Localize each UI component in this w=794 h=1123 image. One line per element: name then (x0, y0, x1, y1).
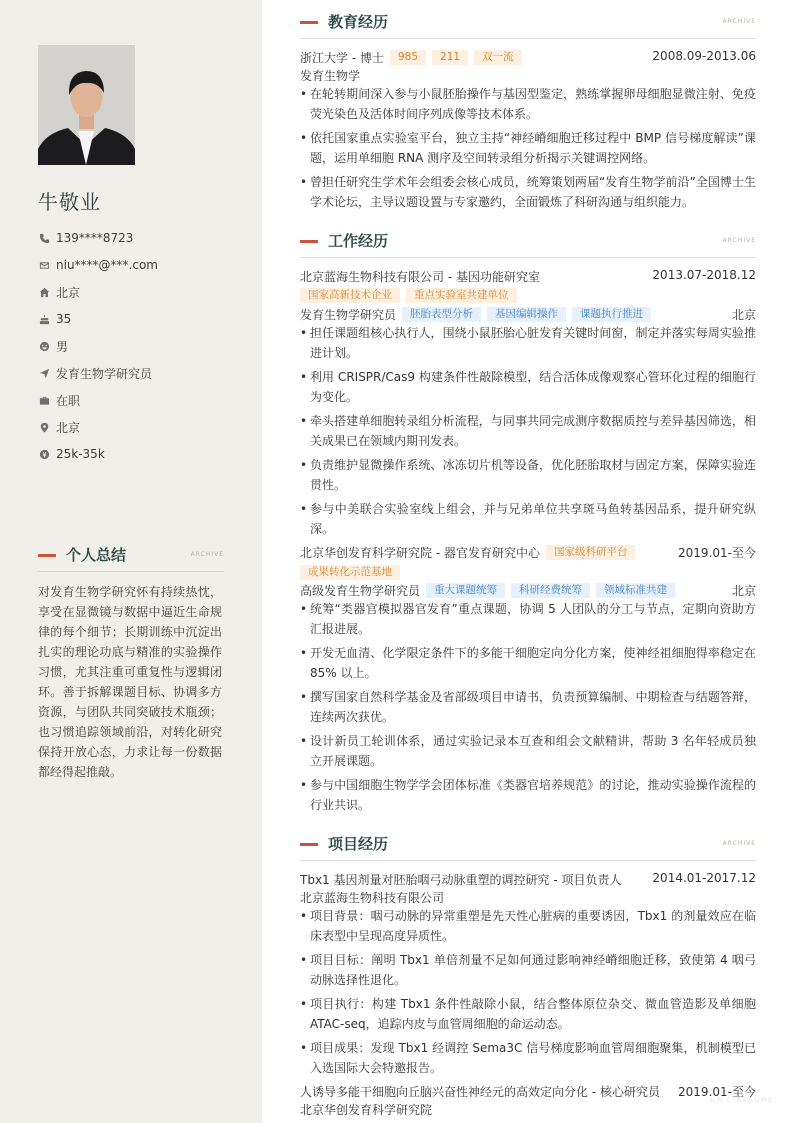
target-city-text: 北京 (56, 420, 81, 435)
job-bullet: • 统筹“类器官模拟器官发育”重点课题，协调 5 人团队的分工与节点，定期向资助方汇报进展。 (300, 599, 756, 639)
school-name: 浙江大学 - 博士 (300, 51, 384, 65)
cake-icon (38, 313, 50, 325)
project-name: Tbx1 基因剂量对胚胎咽弓动脉重塑的调控研究 - 项目负责人 (300, 873, 622, 887)
job-city: 北京 (731, 584, 756, 598)
job-date: 2019.01-至今 (678, 546, 756, 560)
project-name: 人诱导多能干细胞向丘脑兴奋性神经元的高效定向分化 - 核心研究员 (300, 1085, 660, 1099)
summary-text: 对发育生物学研究怀有持续热忱，享受在显微镜与数据中逼近生命规律的每个细节；长期训练中沉淀出扎实的理论功底与精准的实验操作习惯，尤其注重可重复性与逻辑闭环。善于拆解课题目标、协调多方资源，与团队共同突破技术瓶颈；也习惯追踪领域前沿，对转化研究保持开放心态，力求让每一份数据都经得起推敲。 (38, 585, 222, 779)
info-gender (38, 337, 238, 355)
watermark: 五百丁 RESUME (708, 1097, 774, 1104)
job-company: 北京华创发育科学研究院 - 器官发育研究中心 (300, 546, 540, 560)
archive-tag: ARCHIVE (190, 551, 224, 558)
phone-icon (38, 232, 50, 244)
job-date: 2013.07-2018.12 (652, 268, 756, 282)
project-org-row (300, 889, 756, 907)
residence-text: 北京 (56, 285, 81, 300)
education-bullet: • 在轮转期间深入参与小鼠胚胎操作与基因型鉴定，熟练掌握卵母细胞显微注射、免疫荧光染色及活体时间序列成像等技术体系。 (300, 84, 756, 124)
summary-section-header (38, 544, 224, 572)
job-bullet: • 负责维护显微操作系统、冰冻切片机等设备，优化胚胎取材与固定方案，保障实验连贯性。 (300, 455, 756, 495)
home-icon (38, 286, 50, 298)
archive-tag: ARCHIVE (722, 840, 756, 847)
project-header-row (300, 1083, 756, 1101)
location-pin-icon (38, 421, 50, 433)
school-badge: 985 (390, 50, 426, 65)
job-header-row (300, 268, 756, 286)
projects-title: 项目经历 (328, 835, 389, 853)
email-text: niu****@***.com (56, 258, 158, 272)
job-bullet: • 利用 CRISPR/Cas9 构建条件性敲除模型，结合活体成像观察心管环化过程的细胞行为变化。 (300, 367, 756, 407)
job-company: 北京蓝海生物科技有限公司 - 基因功能研究室 (300, 270, 540, 284)
gender-text: 男 (56, 339, 69, 354)
salary-text: 25k-35k (56, 447, 105, 461)
info-residence (38, 283, 238, 301)
job-bullet: • 担任课题组核心执行人，围绕小鼠胚胎心脏发育关键时间窗，制定并落实每周实验推进计划。 (300, 323, 756, 363)
project-org-row (300, 1101, 756, 1119)
education-bullet: • 曾担任研究生学术年会组委会核心成员，统筹策划两届“发育生物学前沿”全国博士生学术论坛，主导议题设置与专家邀约，全面锻炼了科研沟通与组织能力。 (300, 172, 756, 212)
info-target-position (38, 364, 238, 382)
info-phone (38, 229, 238, 247)
sidebar (0, 0, 262, 1123)
archive-tag: ARCHIVE (722, 237, 756, 244)
info-salary (38, 445, 238, 463)
job-bullet: • 设计新员工轮训体系，通过实验记录本互查和组会文献精讲，帮助 3 名年轻成员独立开展课题。 (300, 731, 756, 771)
skill-tag: 基因编辑操作 (487, 307, 566, 322)
skill-tag: 课题执行推进 (572, 307, 651, 322)
company-tag: 国家级科研平台 (546, 545, 636, 560)
send-icon (38, 367, 50, 379)
info-age (38, 310, 238, 328)
school-badge: 双一流 (474, 50, 522, 65)
skill-tag: 重大课题统筹 (426, 583, 505, 598)
education-major-row (300, 67, 756, 85)
summary-title: 个人总结 (66, 546, 127, 564)
candidate-name: 牛敬业 (38, 190, 101, 214)
skill-tag: 领域标准共建 (596, 583, 675, 598)
project-date: 2014.01-2017.12 (652, 871, 756, 885)
job-bullet: • 牵头搭建单细胞转录组分析流程，与同事共同完成测序数据质控与差异基因筛选，相关成果已在领域内期刊发表。 (300, 411, 756, 451)
job-position-row (300, 582, 756, 600)
education-title: 教育经历 (328, 13, 389, 31)
project-org: 北京华创发育科学研究院 (300, 1103, 433, 1117)
job-position: 发育生物学研究员 (300, 308, 397, 322)
project-date: 2019.01-至今 (678, 1085, 756, 1099)
profile-photo (38, 45, 135, 165)
salary-icon (38, 448, 50, 460)
project-org: 北京蓝海生物科技有限公司 (300, 891, 445, 905)
work-title: 工作经历 (328, 232, 389, 250)
company-tag: 国家高新技术企业 (300, 288, 400, 303)
info-target-city (38, 418, 238, 436)
job-city: 北京 (731, 308, 756, 322)
projects-section-header (300, 833, 756, 861)
school-badge: 211 (432, 50, 468, 65)
education-date: 2008.09-2013.06 (652, 49, 756, 63)
job-header-row (300, 544, 756, 562)
education-section-header (300, 11, 756, 39)
job-bullet: • 参与中美联合实验室线上组会，并与兄弟单位共享斑马鱼转基因品系，提升研究纵深。 (300, 499, 756, 539)
project-header-row (300, 871, 756, 889)
mail-icon (38, 259, 50, 271)
info-email (38, 256, 238, 274)
job-company-tags-row (300, 288, 756, 306)
status-text: 在职 (56, 393, 81, 408)
gender-icon (38, 340, 50, 352)
project-bullet: • 项目执行：构建 Tbx1 条件性敲除小鼠，结合整体原位杂交、微血管造影及单细胞 ATAC-seq，追踪内皮与血管周细胞的命运动态。 (300, 994, 756, 1034)
job-company-tags-row (300, 565, 756, 583)
age-text: 35 (56, 312, 72, 326)
job-position-row (300, 306, 756, 324)
archive-tag: ARCHIVE (722, 18, 756, 25)
section-accent-bar (300, 21, 318, 24)
job-position: 高级发育生物学研究员 (300, 584, 421, 598)
project-bullet: • 项目背景：咽弓动脉的异常重塑是先天性心脏病的重要诱因，Tbx1 的剂量效应在临床表型中呈现高度异质性。 (300, 906, 756, 946)
skill-tag: 科研经费统筹 (511, 583, 590, 598)
education-major: 发育生物学 (300, 69, 361, 83)
job-bullet: • 参与中国细胞生物学学会团体标准《类器官培养规范》的讨论，推动实验操作流程的行业共识。 (300, 775, 756, 815)
project-bullet: • 项目成果：发现 Tbx1 经调控 Sema3C 信号梯度影响血管周细胞聚集，机制模型已入选国际大会特邀报告。 (300, 1038, 756, 1078)
target-position-text: 发育生物学研究员 (56, 366, 153, 381)
job-bullet: • 开发无血清、化学限定条件下的多能干细胞定向分化方案，使神经祖细胞得率稳定在 85% 以上。 (300, 643, 756, 683)
education-bullet: • 依托国家重点实验室平台，独立主持“神经嵴细胞迁移过程中 BMP 信号梯度解读”课题，运用单细胞 RNA 测序及空间转录组分析揭示关键调控网络。 (300, 128, 756, 168)
project-bullet: • 项目目标：阐明 Tbx1 单倍剂量不足如何通过影响神经嵴细胞迁移，致使第 4 咽弓动脉选择性退化。 (300, 950, 756, 990)
company-tag: 重点实验室共建单位 (406, 288, 517, 303)
skill-tag: 胚胎表型分析 (402, 307, 481, 322)
company-tag: 成果转化示范基地 (300, 565, 400, 580)
section-accent-bar (300, 843, 318, 846)
section-accent-bar (300, 240, 318, 243)
phone-text: 139****8723 (56, 231, 134, 245)
briefcase-icon (38, 394, 50, 406)
work-section-header (300, 230, 756, 258)
job-bullet: • 撰写国家自然科学基金及省部级项目申请书，负责预算编制、中期检查与结题答辩，连续两次获优。 (300, 687, 756, 727)
education-header-row (300, 49, 756, 67)
section-accent-bar (38, 554, 56, 557)
info-status (38, 391, 238, 409)
